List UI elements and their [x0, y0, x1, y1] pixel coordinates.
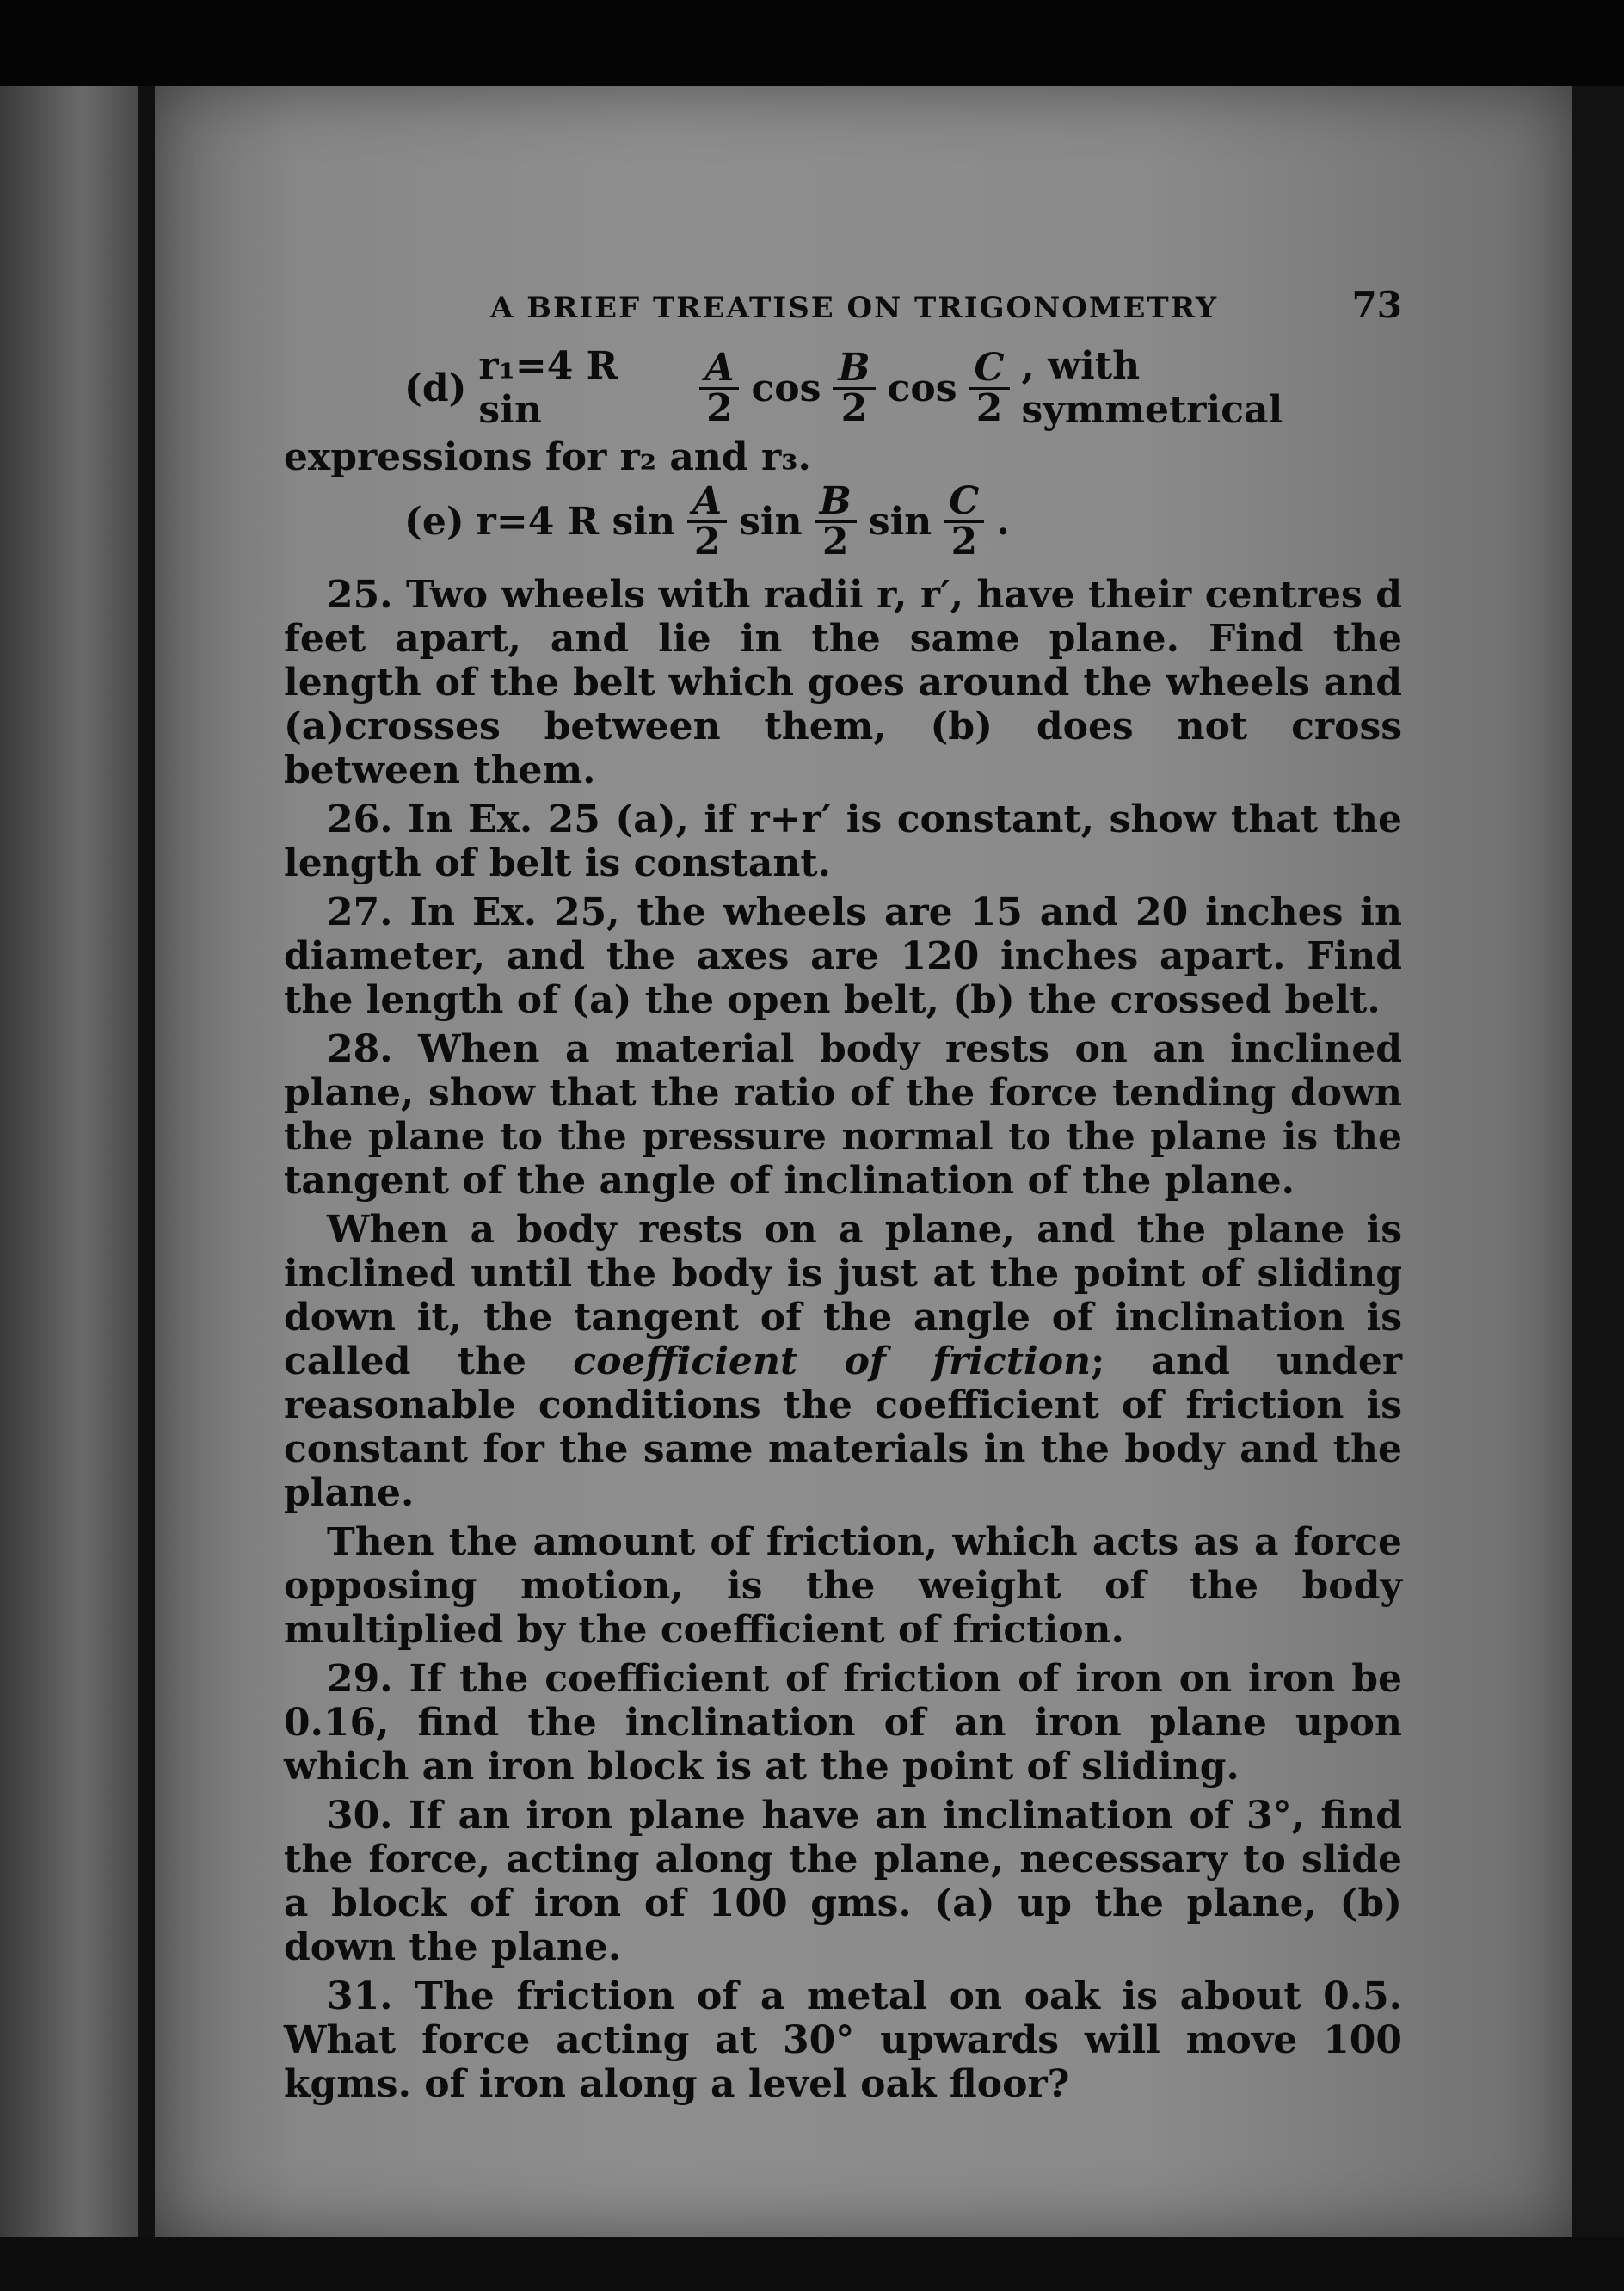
fraction-a-over-2: $\frac{A}{2}$ [699, 349, 739, 428]
formula-e-op2: sin [739, 500, 803, 544]
scan-bottom-border [0, 2237, 1624, 2291]
page-body [284, 344, 1402, 2106]
formula-e-lhs: r=4 R sin [476, 500, 675, 544]
formula-e-label: (e) [404, 500, 464, 544]
facing-page-edge [0, 86, 138, 2237]
running-title: A BRIEF TREATISE ON TRIGONOMETRY [490, 291, 1219, 325]
fraction-a-over-2: $\frac{A}{2}$ [687, 483, 727, 561]
fraction-c-over-2: $\frac{C}{2}$ [969, 349, 1010, 428]
formula-d-lhs: r₁=4 R sin [478, 344, 618, 432]
fraction-b-over-2: $\frac{B}{2}$ [815, 483, 857, 561]
exercise-29: 29. If the coefficient of friction of iron on iron be 0.16, find the inclination of an iron plane upon which an iron block is at the point of sliding. [284, 1657, 1402, 1789]
scan-right-border [1572, 86, 1624, 2237]
friction-definition [284, 1208, 1402, 1515]
friction-definition-part1: When a body rests on a plane, and the plane is inclined until the body is just at the point of sliding down it, the tangent of the angle of inclination is called the [284, 1208, 1402, 1383]
formula-e [284, 479, 1402, 564]
friction-amount: Then the amount of friction, which acts as a force opposing motion, is the weight of the body multiplied by the coefficient of friction. [284, 1520, 1402, 1652]
formula-d-tail: , with symmetrical [1021, 344, 1283, 432]
exercise-30: 30. If an iron plane have an inclination of 3°, find the force, acting along the plane, necessary to slide a block of iron of 100 gms. (a) up the plane, (b) down the plane. [284, 1794, 1402, 1969]
fraction-b-over-2: $\frac{B}{2}$ [833, 349, 875, 428]
fraction-c-over-2: $\frac{C}{2}$ [944, 483, 984, 561]
formula-e-tail: . [996, 500, 1010, 544]
exercise-31: 31. The friction of a metal on oak is about 0.5. What force acting at 30° upwards will move 100 kgms. of iron along a level oak floor? [284, 1974, 1402, 2106]
formula-d [284, 344, 1402, 432]
formula-d-op3: cos [887, 366, 957, 410]
page-header [490, 284, 1402, 326]
page-number: 73 [1351, 284, 1402, 326]
formula-e-op3: sin [868, 500, 932, 544]
exercise-28: 28. When a material body rests on an inclined plane, show that the ratio of the force tending down the plane to the pressure normal to the plane is the tangent of the angle of inclination of the plane. [284, 1027, 1402, 1203]
friction-definition-part2: ; and under reasonable conditions the coefficient of friction is constant for the same materials in the body and the plane. [284, 1339, 1402, 1515]
formula-d-op2: cos [751, 366, 821, 410]
friction-term: coefficient of friction [573, 1339, 1092, 1383]
exercise-27: 27. In Ex. 25, the wheels are 15 and 20 inches in diameter, and the axes are 120 inches apart. Find the length of (a) the open belt, (b) the crossed belt. [284, 890, 1402, 1022]
exercise-25: 25. Two wheels with radii r, r′, have their centres d feet apart, and lie in the same plane. Find the length of the belt which goes around the wheels and (a)crosses between them, (b) does not cross between them. [284, 573, 1402, 792]
exercise-26: 26. In Ex. 25 (a), if r+r′ is constant, show that the length of belt is constant. [284, 798, 1402, 885]
formula-d-continuation: expressions for r₂ and r₃. [284, 435, 811, 479]
formula-d-label: (d) [404, 366, 467, 410]
